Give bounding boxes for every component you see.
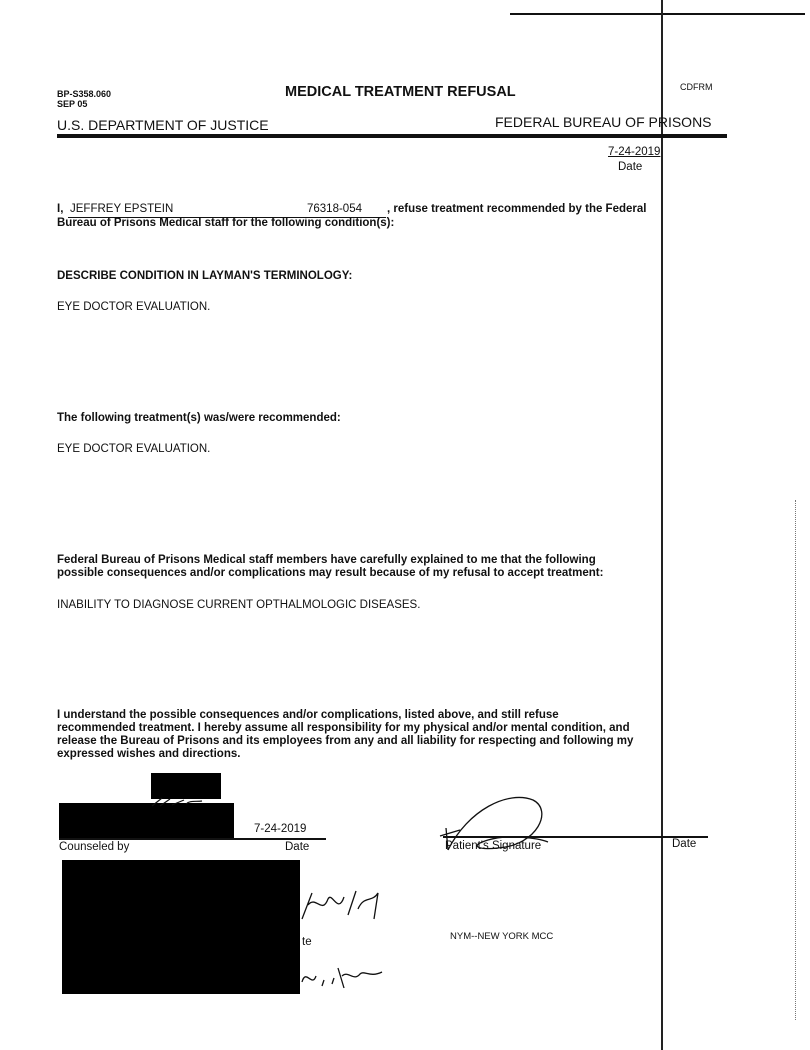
patient-signature-rule xyxy=(443,836,708,838)
fold-line xyxy=(661,0,663,1050)
header-date-label: Date xyxy=(618,161,643,173)
consequences-heading-2: possible consequences and/or complications may result because of my refusal to accept treatment: xyxy=(57,567,604,579)
ack-line-4: expressed wishes and directions. xyxy=(57,748,241,760)
agency-right: FEDERAL BUREAU OF PRISONS xyxy=(495,114,712,130)
patient-date-label: Date xyxy=(672,838,697,850)
statement-suffix: , refuse treatment recommended by the Federal xyxy=(387,203,647,215)
form-code: CDFRM xyxy=(680,82,713,92)
scan-edge-artifact xyxy=(795,500,797,1020)
institution: NYM--NEW YORK MCC xyxy=(450,931,554,942)
patient-name: JEFFREY EPSTEIN xyxy=(70,203,174,215)
consequences-value: INABILITY TO DIAGNOSE CURRENT OPTHALMOLOGIC DISEASES. xyxy=(57,599,421,611)
condition-heading: DESCRIBE CONDITION IN LAYMAN'S TERMINOLOGY: xyxy=(57,270,353,282)
header-date-value: 7-24-2019 xyxy=(608,146,661,158)
register-number: 76318-054 xyxy=(307,203,362,215)
counseled-date-value: 7-24-2019 xyxy=(254,823,307,835)
top-stroke xyxy=(510,13,805,15)
handwritten-date xyxy=(298,885,388,925)
handwritten-mark xyxy=(298,962,388,992)
redaction-box xyxy=(62,860,300,994)
counseled-date-label: Date xyxy=(285,841,310,853)
ack-line-3: release the Bureau of Prisons and its employees from any and all liability for respecting and following my xyxy=(57,735,634,747)
ack-line-2: recommended treatment. I hereby assume all responsibility for my physical and/or mental condition, and xyxy=(57,722,630,734)
ack-line-1: I understand the possible consequences and/or complications, listed above, and still refuse xyxy=(57,709,559,721)
form-date: SEP 05 xyxy=(57,99,88,109)
treatment-value: EYE DOCTOR EVALUATION. xyxy=(57,443,211,455)
form-title: MEDICAL TREATMENT REFUSAL xyxy=(285,84,516,100)
patient-signature-label: Patient's Signature xyxy=(445,840,542,852)
statement-prefix: I, xyxy=(57,203,64,215)
header-rule xyxy=(57,134,727,138)
agency-left: U.S. DEPARTMENT OF JUSTICE xyxy=(57,117,269,133)
treatment-heading: The following treatment(s) was/were recommended: xyxy=(57,412,341,424)
form-number: BP-S358.060 xyxy=(57,89,112,99)
counseled-rule xyxy=(59,838,326,840)
counseled-by-label: Counseled by xyxy=(59,841,130,853)
consequences-heading-1: Federal Bureau of Prisons Medical staff members have carefully explained to me that the following xyxy=(57,554,596,566)
handwriting-mark xyxy=(150,796,210,810)
witness-date-fragment: te xyxy=(302,936,312,948)
condition-value: EYE DOCTOR EVALUATION. xyxy=(57,301,211,313)
statement-line2: Bureau of Prisons Medical staff for the following condition(s): xyxy=(57,217,395,229)
